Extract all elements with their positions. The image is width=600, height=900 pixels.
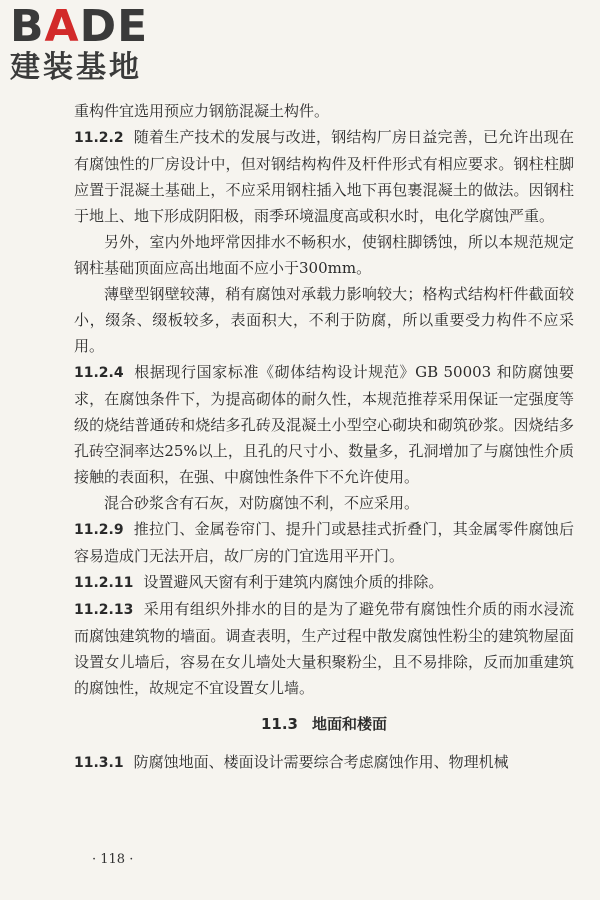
paragraph-text: 防腐蚀地面、楼面设计需要综合考虑腐蚀作用、物理机械 (133, 753, 509, 771)
paragraph (74, 359, 574, 490)
paragraph-text: 重构件宜选用预应力钢筋混凝土构件。 (74, 102, 330, 120)
paragraph (74, 516, 574, 569)
paragraph (74, 749, 574, 776)
logo-brand-text: BADE (10, 1, 149, 52)
paragraph (74, 281, 574, 359)
clause-number: 11.3.1 (74, 755, 124, 771)
paragraph (74, 490, 574, 516)
section-number: 11.3 (260, 715, 298, 733)
paragraph-text: 采用有组织外排水的目的是为了避免带有腐蚀性介质的雨水浸流而腐蚀建筑物的墙面。调查表明，生产过程中散发腐蚀性粉尘的建筑物屋面设置女儿墙后，容易在女儿墙处大量积聚粉尘，且不易排除，反而加重建筑的腐蚀性，故规定不宜设置女儿墙。 (74, 600, 574, 697)
paragraph (74, 596, 574, 701)
paragraph-text: 设置避风天窗有利于建筑内腐蚀介质的排除。 (143, 573, 444, 591)
logo-accent-letter: A (44, 1, 80, 52)
page-number: · 118 · (92, 852, 134, 867)
section-heading (74, 711, 574, 737)
clause-number: 11.2.11 (74, 575, 134, 591)
clause-number: 11.2.9 (74, 522, 124, 538)
paragraph (74, 229, 574, 281)
paragraph-list-after-section (74, 749, 574, 776)
clause-number: 11.2.2 (74, 130, 124, 146)
paragraph (74, 569, 574, 596)
paragraph-text: 另外，室内外地坪常因排水不畅积水，使钢柱脚锈蚀，所以本规范规定钢柱基础顶面应高出地面不应小于300mm。 (74, 233, 574, 277)
section-title: 地面和楼面 (312, 715, 388, 733)
paragraph (74, 98, 574, 124)
paragraph (74, 124, 574, 229)
paragraph-list (74, 98, 574, 701)
paragraph-text: 混合砂浆含有石灰，对防腐蚀不利，不应采用。 (104, 494, 420, 512)
paragraph-text: 根据现行国家标准《砌体结构设计规范》GB 50003 和防腐蚀要求，在腐蚀条件下，为提高砌体的耐久性，本规范推荐采用保证一定强度等级的烧结普通砖和烧结多孔砖及混凝土小型空心砌块和砌筑砂浆。因烧结多孔砖空洞率达25%以上，且孔的尺寸小、数量多，孔洞增加了与腐蚀性介质接触的表面积，在强、中腐蚀性条件下不允许使用。 (74, 363, 574, 486)
paragraph-text: 随着生产技术的发展与改进，钢结构厂房日益完善，已允许出现在有腐蚀性的厂房设计中，但对钢结构构件及杆件形式有相应要求。钢柱柱脚应置于混凝土基础上，不应采用钢柱插入地下再包裹混凝土的做法。因钢柱于地上、地下形成阴阳极，雨季环境温度高或积水时，电化学腐蚀严重。 (74, 128, 574, 225)
clause-number: 11.2.13 (74, 602, 134, 618)
clause-number: 11.2.4 (74, 365, 124, 381)
page-body (74, 98, 574, 776)
paragraph-text: 薄壁型钢壁较薄，稍有腐蚀对承载力影响较大；格构式结构杆件截面较小，缀条、缀板较多，表面积大，不利于防腐，所以重要受力构件不应采用。 (74, 285, 574, 355)
logo-subtitle: 建装基地 (10, 50, 142, 85)
paragraph-text: 推拉门、金属卷帘门、提升门或悬挂式折叠门，其金属零件腐蚀后容易造成门无法开启，故厂房的门宜选用平开门。 (74, 520, 574, 565)
bade-logo (10, 1, 200, 85)
